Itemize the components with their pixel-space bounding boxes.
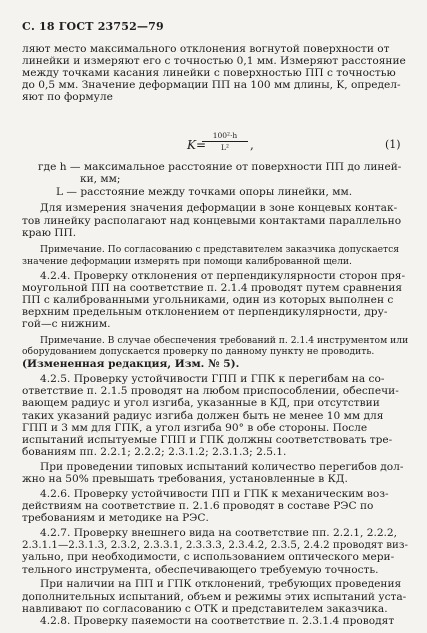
text-line: между точками касания линейки с поверхностью ПП с точностью: [22, 67, 396, 80]
text-line: где h — максимальное расстояние от поверхности ПП до линей-: [38, 161, 402, 174]
formula-lhs: K=: [187, 137, 207, 152]
text-line: ПП с калиброванными угольниками, один из которых выполнен с: [22, 293, 394, 306]
text-line: линейки и измеряют его с точностью 0,1 мм. Измеряют расстояние: [22, 54, 406, 67]
text-line: тельного инструмента, обеспечивающего требуемую точность.: [22, 563, 379, 576]
text-line: таких указаний радиус изгиба должен быть не менее 10 мм для: [22, 409, 384, 422]
text-line: моугольной ПП на соответствие п. 2.1.4 проводят путем сравнения: [22, 281, 403, 294]
text-line: уально, при необходимости, с использованием оптического мери-: [22, 551, 395, 564]
text-line: 4.2.5. Проверку устойчивости ГПП и ГПК к перегибам на со-: [40, 373, 385, 386]
text-line: до 0,5 мм. Значение деформации ПП на 100 мм длины, K, определ-: [22, 79, 401, 92]
text-line: дополнительных испытаний, объем и режимы этих испытаний уста-: [22, 590, 407, 603]
text-line: краю ПП.: [22, 226, 77, 239]
note-line: Примечание. В случае обеспечения требований п. 2.1.4 инструментом или: [40, 334, 409, 346]
text-line: 4.2.7. Проверку внешнего вида на соответствие пп. 2.2.1, 2.2.2,: [40, 527, 398, 540]
note-line: Примечание. По согласованию с представителем заказчика допускается: [40, 244, 400, 256]
text-line: ляют место максимального отклонения вогнутой поверхности от: [22, 42, 390, 55]
formula-comma: ,: [250, 137, 254, 152]
text-line: тов линейку располагают над концевыми контактами параллельно: [22, 214, 402, 227]
text-line: ГПП и 3 мм для ГПК, а угол изгиба 90° в обе стороны. После: [22, 421, 368, 434]
text-line: требованиям и методике на РЭС.: [22, 512, 209, 525]
text-line: ответствие п. 2.1.5 проводят на любом приспособлении, обеспечи-: [22, 385, 399, 398]
text-line: L — расстояние между точками опоры линейки, мм.: [56, 185, 353, 198]
formula-denominator: L²: [221, 142, 229, 152]
text-line: навливают по согласованию с ОТК и представителем заказчика.: [22, 602, 388, 615]
text-line: При проведении типовых испытаний количество перегибов дол-: [40, 460, 404, 473]
text-line: верхним предельным отклонением от перпендикулярности, дру-: [22, 305, 388, 318]
text-line: гой—с нижним.: [22, 318, 111, 331]
text-line: бованиям пп. 2.2.1; 2.2.2; 2.3.1.2; 2.3.1.3; 2.5.1.: [22, 445, 287, 458]
note-line: значение деформации измерять при помощи калиброванной щели.: [22, 255, 352, 267]
page-header: С. 18 ГОСТ 23752—79: [22, 20, 164, 33]
text-line: 4.2.8. Проверку паяемости на соответствие п. 2.3.1.4 проводят: [40, 614, 395, 627]
text-line: жно на 50% превышать требования, установленные в КД.: [22, 473, 348, 486]
formula-fraction: [202, 131, 248, 152]
text-line: ки, мм;: [80, 173, 121, 186]
text-line: Для измерения значения деформации в зоне концевых контак-: [40, 202, 398, 215]
text-line: 4.2.4. Проверку отклонения от перпендикулярности сторон пря-: [40, 269, 406, 282]
text-line: 2.3.1.1—2.3.1.3, 2.3.2, 2.3.3.1, 2.3.3.3, 2.3.4.2, 2.3.5, 2.4.2 проводят виз-: [22, 539, 408, 552]
note-line: оборудованием допускается проверку по данному пункту не проводить.: [22, 346, 375, 358]
text-line: испытаний испытуемые ГПП и ГПК должны соответствовать тре-: [22, 433, 393, 446]
text-line: действиям на соответствие п. 2.1.6 проводят в составе РЭС по: [22, 500, 374, 513]
text-line: вающем радиус и угол изгиба, указанные в КД, при отсутствии: [22, 397, 380, 410]
equation-number: (1): [385, 137, 401, 151]
text-line: яют по формуле: [22, 91, 113, 104]
text-line: 4.2.6. Проверку устойчивости ПП и ГПК к механическим воз-: [40, 487, 389, 500]
amendment-note: (Измененная редакция, Изм. № 5).: [22, 358, 240, 371]
text-line: При наличии на ПП и ГПК отклонений, требующих проведения: [40, 578, 402, 591]
formula-numerator: 100²·h: [202, 131, 248, 142]
